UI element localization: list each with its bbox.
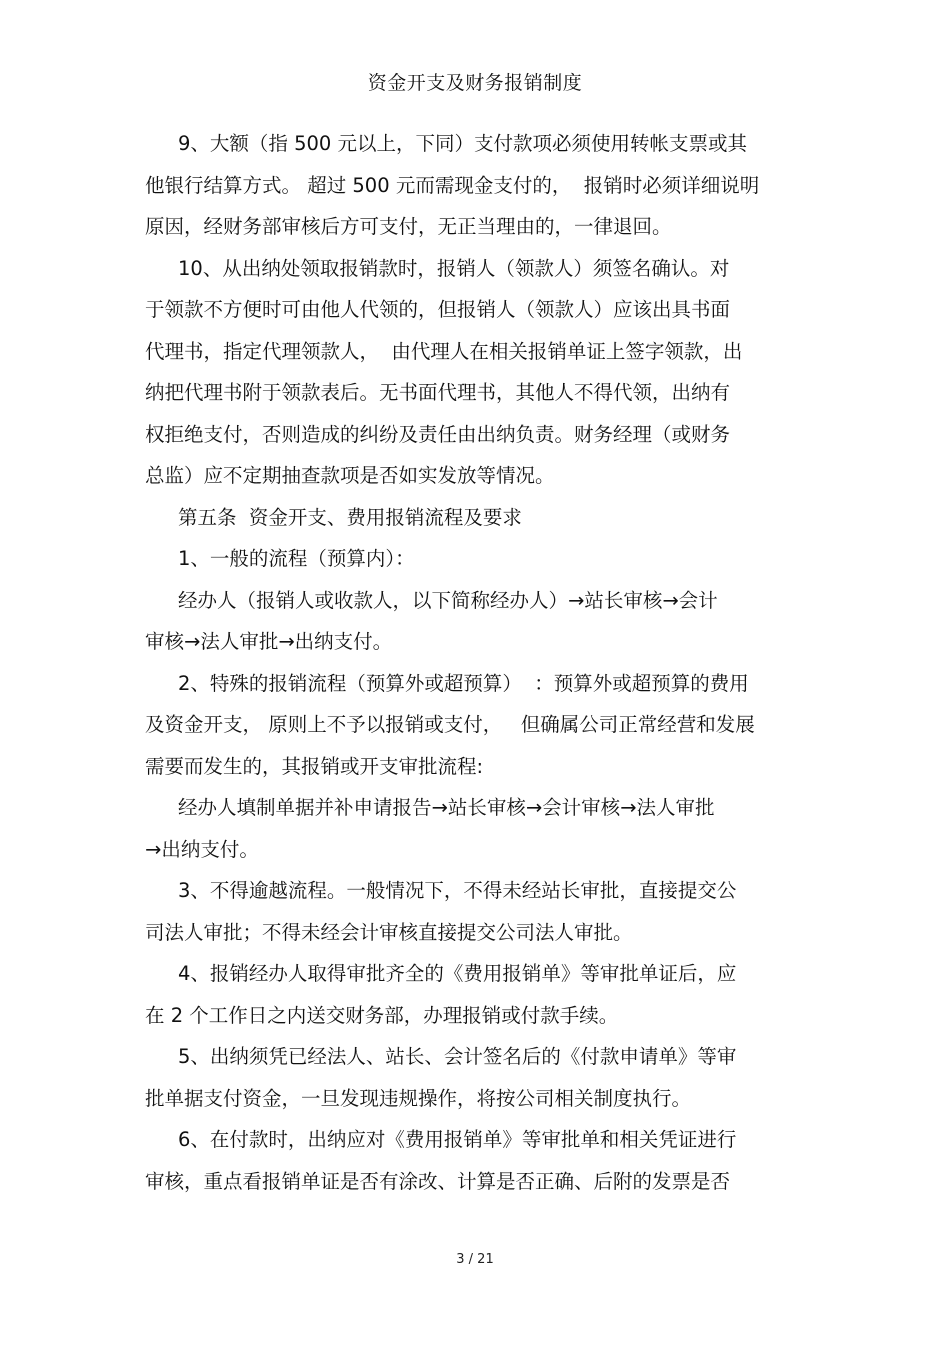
text-line: 1、一般的流程（预算内）： <box>178 547 415 570</box>
text-line: 需要而发生的，其报销或开支审批流程: <box>145 754 484 778</box>
text-line: 经办人填制单据并补申请报告→站长审核→会计审核→法人审批 <box>178 796 715 819</box>
text-line: 于领款不方便时可由他人代领的，但报销人（领款人）应该出具书面 <box>145 298 731 321</box>
text-line: 4、报销经办人取得审批齐全的《费用报销单》等审批单证后，应 <box>178 962 737 985</box>
text-line: 代理书，指定代理领款人， 由代理人在相关报销单证上签字领款，出 <box>145 339 743 363</box>
text-line: 纳把代理书附于领款表后。无书面代理书，其他人不得代领，出纳有 <box>145 381 731 404</box>
text-line: 5、出纳须凭已经法人、站长、会计签名后的《付款申请单》等审 <box>178 1045 737 1068</box>
page-number: 3 / 21 <box>456 1252 494 1267</box>
text-line: 总监）应不定期抽查款项是否如实发放等情况。 <box>145 464 555 487</box>
page-title: 资金开支及财务报销制度 <box>367 72 583 94</box>
text-line: 原因，经财务部审核后方可支付，无正当理由的，一律退回。 <box>145 215 672 238</box>
text-line: 2、特殊的报销流程（预算外或超预算） ：预算外或超预算的费用 <box>178 671 749 695</box>
document-body <box>145 123 805 1202</box>
text-line: 批单据支付资金，一旦发现违规操作，将按公司相关制度执行。 <box>145 1086 692 1110</box>
text-line: 3、不得逾越流程。一般情况下，不得未经站长审批，直接提交公 <box>178 879 737 902</box>
text-line: 权拒绝支付，否则造成的纠纷及责任由出纳负责。财务经理（或财务 <box>145 422 731 446</box>
text-line: 审核，重点看报销单证是否有涂改、计算是否正确、后附的发票是否 <box>145 1169 731 1193</box>
text-line: 他银行结算方式。 超过 500 元而需现金支付的， 报销时必须详细说明 <box>145 173 760 197</box>
section-heading: 第五条 资金开支、费用报销流程及要求 <box>178 505 522 529</box>
text-line: →出纳支付。 <box>145 837 259 861</box>
text-line: 及资金开支， 原则上不予以报销或支付， 但确属公司正常经营和发展 <box>145 713 755 736</box>
text-line: 9、大额（指 500 元以上，下同）支付款项必须使用转帐支票或其 <box>178 132 748 155</box>
text-line: 司法人审批；不得未经会计审核直接提交公司法人审批。 <box>145 920 633 944</box>
text-line: 10、从出纳处领取报销款时，报销人（领款人）须签名确认。对 <box>178 256 730 280</box>
text-line: 审核→法人审批→出纳支付。 <box>145 630 393 653</box>
text-line: 6、在付款时，出纳应对《费用报销单》等审批单和相关凭证进行 <box>178 1128 737 1151</box>
text-line: 在 2 个工作日之内送交财务部，办理报销或付款手续。 <box>145 1003 619 1027</box>
text-line: 经办人（报销人或收款人，以下简称经办人）→站长审核→会计 <box>178 588 718 612</box>
